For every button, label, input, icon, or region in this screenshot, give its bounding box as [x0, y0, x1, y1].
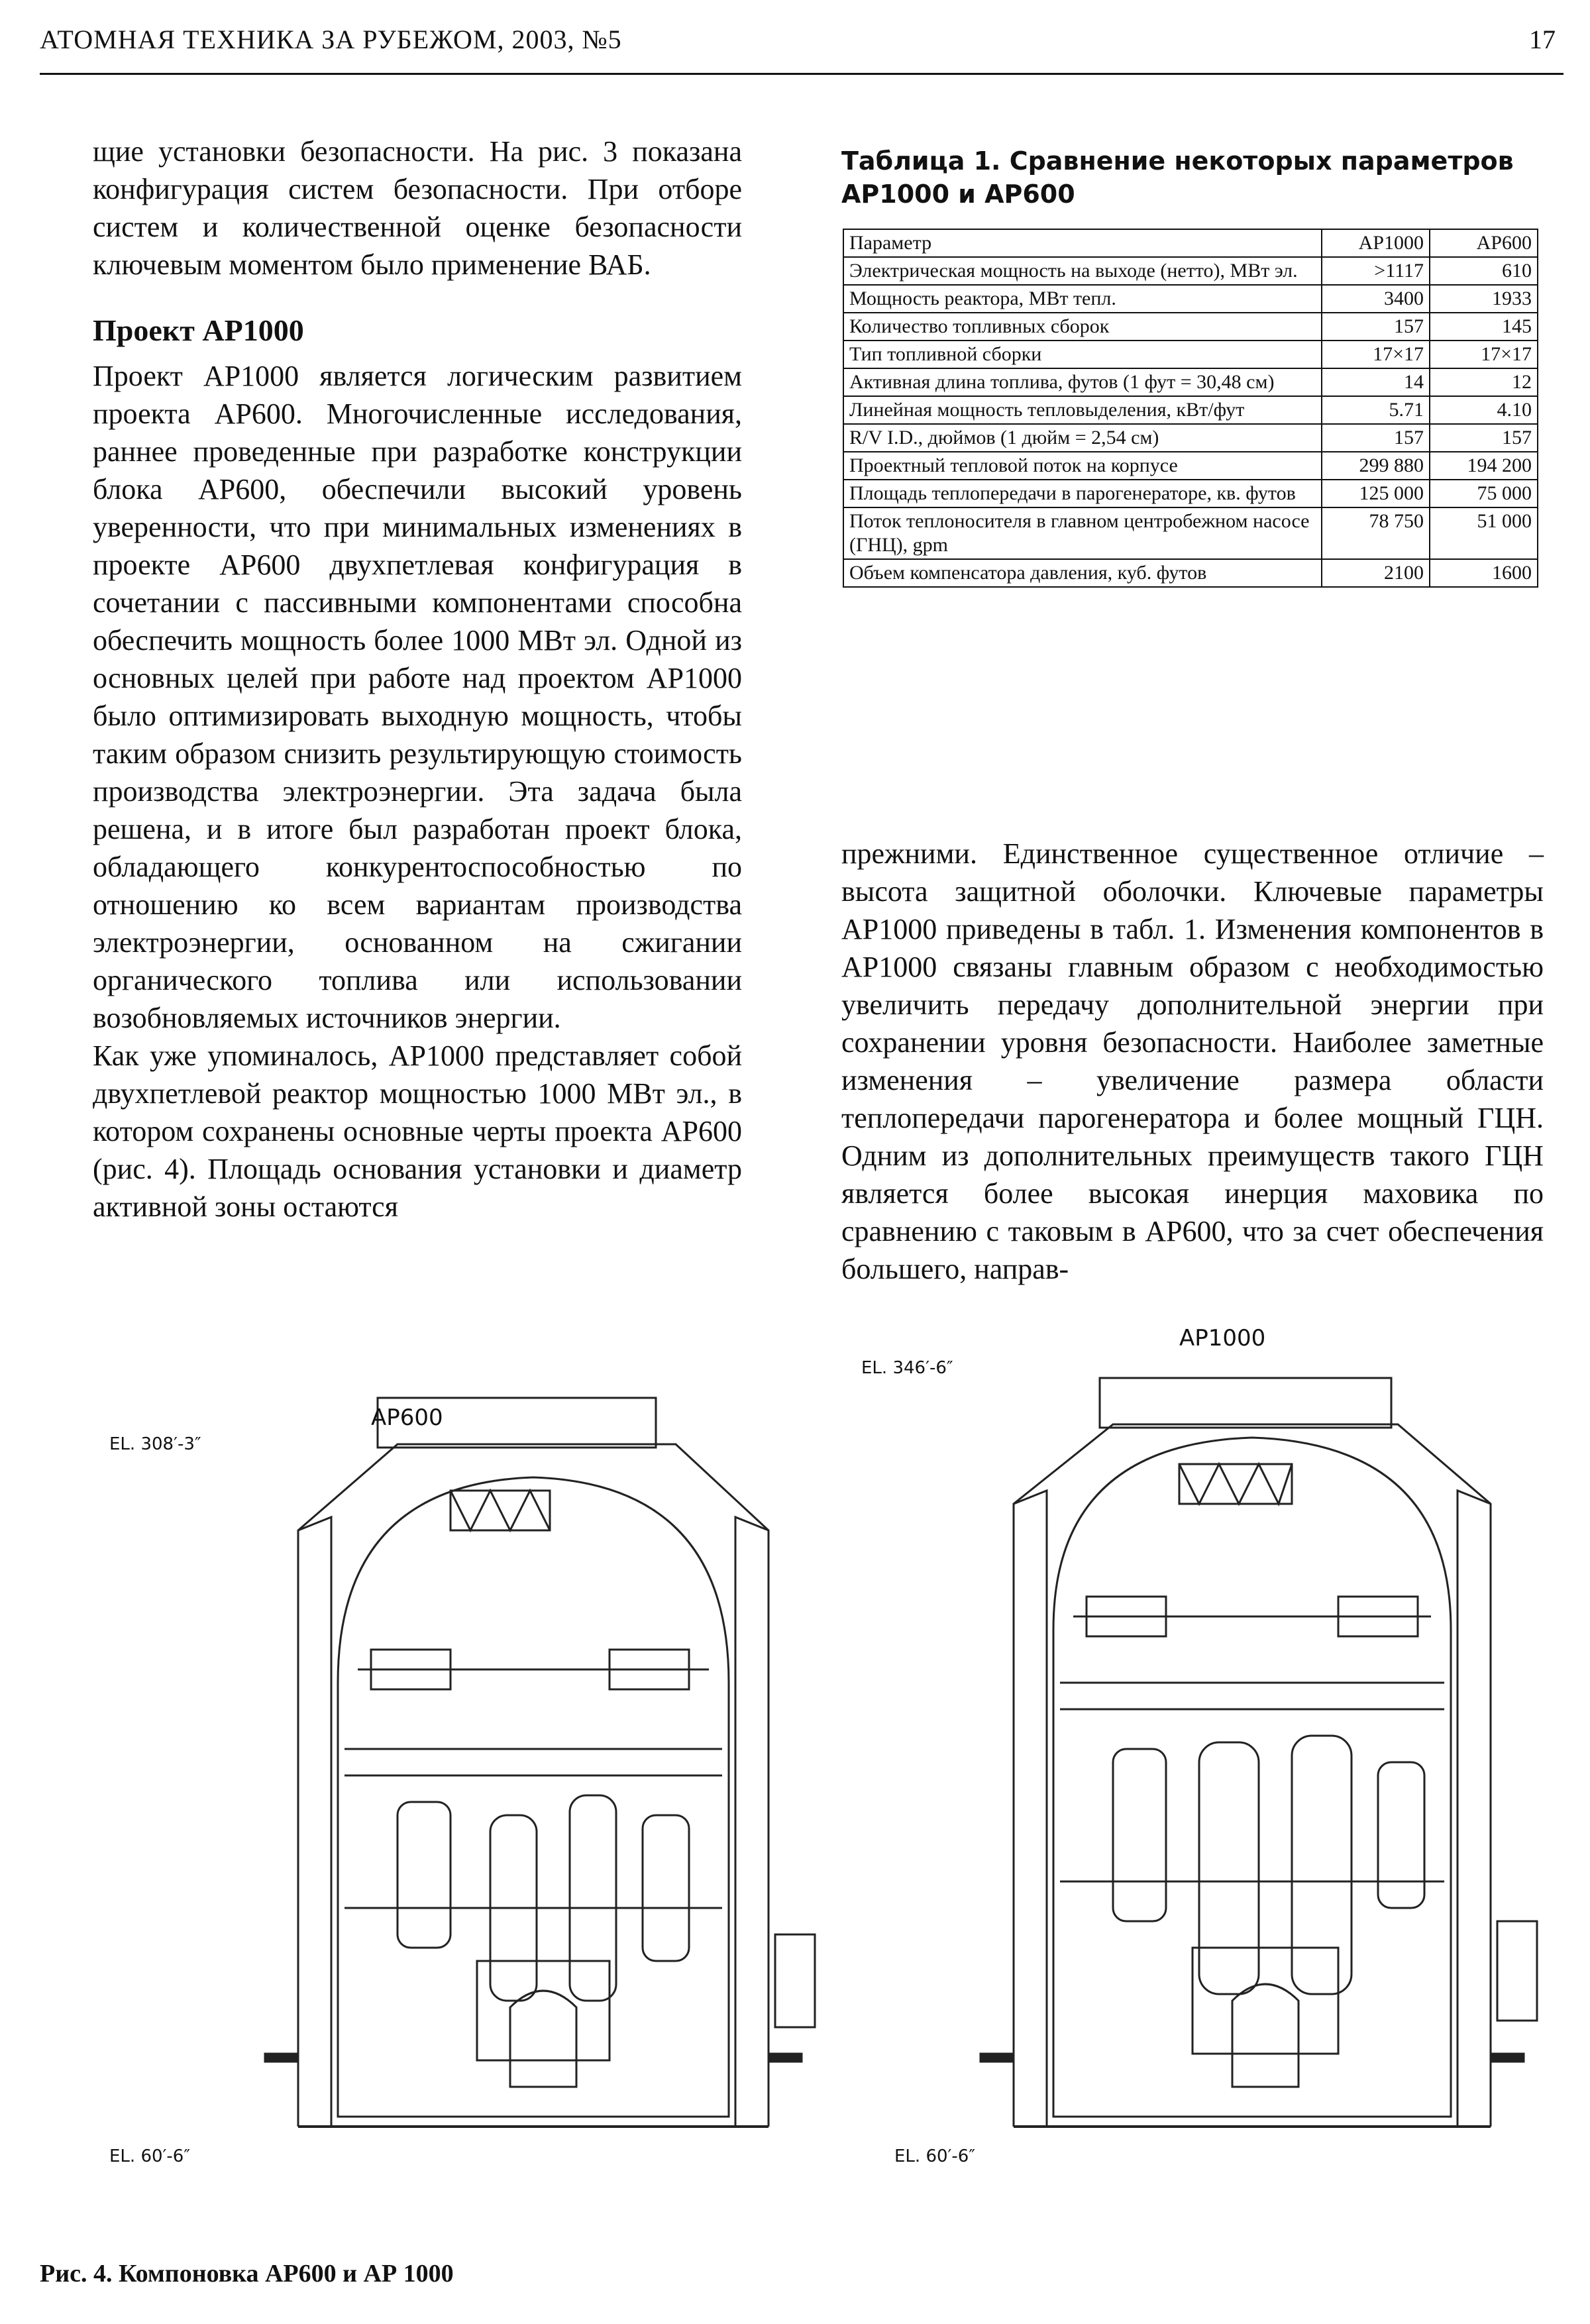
- ap600-crane-truss: [358, 1491, 709, 1689]
- row-ap600: 51 000: [1430, 507, 1538, 559]
- table-row: [843, 341, 1538, 368]
- table-row: [843, 452, 1538, 480]
- row-ap1000: 14: [1322, 368, 1430, 396]
- right-paragraph: прежними. Единственное существенное отличие – высота защитной оболочки. Ключевые параметры АР1000 приведены в табл. 1. Изменения компонентов в АР1000 связаны главным образом с необходимостью увеличить передачу дополнительной энергии при сохранении уровня безопасности. Наиболее заметные изменения – увеличение размера области теплопередачи парогенератора и более мощный ГЦН. Одним из дополнительных преимуществ такого ГЦН является более высокая инерция маховика по сравнению с таковым в АР600, что за счет обеспечения большего, направ-: [841, 837, 1544, 1285]
- ap600-title: АР600: [371, 1404, 443, 1431]
- row-parameter: Площадь теплопередачи в парогенераторе, кв. футов: [843, 480, 1322, 507]
- parameters-table: [843, 229, 1538, 588]
- row-parameter: Мощность реактора, МВт тепл.: [843, 285, 1322, 313]
- row-parameter: Активная длина топлива, футов (1 фут = 30,48 см): [843, 368, 1322, 396]
- row-parameter: Линейная мощность тепловыделения, кВт/фут: [843, 396, 1322, 424]
- body-paragraph-2: Как уже упоминалось, АР1000 представляет собой двухпетлевой реактор мощностью 1000 МВт эл., в котором сохранены основные черты проекта АР600 (рис. 4). Площадь основания установки и диаметр активной зоны остаются: [93, 1039, 742, 1223]
- figure-caption: Рис. 4. Компоновка АР600 и АР 1000: [40, 2260, 454, 2288]
- table-row: [843, 559, 1538, 587]
- row-ap600: 610: [1430, 257, 1538, 285]
- ap1000-bottom-elevation: EL. 60′-6″: [894, 2146, 976, 2166]
- ap600-reactor-equipment: [398, 1795, 815, 2087]
- row-parameter: Количество топливных сборок: [843, 313, 1322, 341]
- table-row: [843, 424, 1538, 452]
- figure-4: [80, 1312, 1564, 2233]
- header-rule: [40, 73, 1564, 75]
- row-ap1000: 157: [1322, 313, 1430, 341]
- row-parameter: Проектный тепловой поток на корпусе: [843, 452, 1322, 480]
- row-ap600: 12: [1430, 368, 1538, 396]
- journal-title: АТОМНАЯ ТЕХНИКА ЗА РУБЕЖОМ, 2003, №5: [40, 25, 622, 54]
- row-ap1000: >1117: [1322, 257, 1430, 285]
- row-ap1000: 5.71: [1322, 396, 1430, 424]
- row-ap600: 157: [1430, 424, 1538, 452]
- table-header-row: [843, 229, 1538, 257]
- ap1000-crane-truss: [1073, 1464, 1431, 1636]
- running-header: [40, 21, 1564, 68]
- row-ap600: 194 200: [1430, 452, 1538, 480]
- row-ap1000: 125 000: [1322, 480, 1430, 507]
- ap1000-building-outline: [980, 1378, 1524, 2127]
- page-number: 17: [1529, 25, 1556, 54]
- row-ap600: 17×17: [1430, 341, 1538, 368]
- ap600-top-elevation: EL. 308′-3″: [109, 1434, 201, 1454]
- table-row: [843, 396, 1538, 424]
- row-ap600: 4.10: [1430, 396, 1538, 424]
- right-column: [841, 835, 1544, 1288]
- table-caption: Таблица 1. Сравнение некоторых параметров АР1000 и АР600: [841, 146, 1514, 209]
- table-row: [843, 507, 1538, 559]
- table-row: [843, 313, 1538, 341]
- row-ap1000: 299 880: [1322, 452, 1430, 480]
- section-title: Проект АР1000: [93, 313, 304, 347]
- table-row: [843, 285, 1538, 313]
- table-row: [843, 257, 1538, 285]
- intro-paragraph: щие установки безопасности. На рис. 3 показана конфигурация систем безопасности. При отборе систем и количественной оценке безопасности ключевым моментом было применение ВАБ.: [93, 135, 742, 281]
- left-column: [93, 132, 742, 1226]
- row-parameter: Электрическая мощность на выходе (нетто), МВт эл.: [843, 257, 1322, 285]
- header-parameter: Параметр: [843, 229, 1322, 257]
- row-parameter: Объем компенсатора давления, куб. футов: [843, 559, 1322, 587]
- header-ap600: АР600: [1430, 229, 1538, 257]
- row-parameter: Тип топливной сборки: [843, 341, 1322, 368]
- row-ap1000: 78 750: [1322, 507, 1430, 559]
- header-ap1000: АР1000: [1322, 229, 1430, 257]
- reactor-layout-drawing: [80, 1312, 1564, 2233]
- ap1000-top-elevation: EL. 346′-6″: [861, 1358, 953, 1378]
- row-ap600: 75 000: [1430, 480, 1538, 507]
- row-ap1000: 2100: [1322, 559, 1430, 587]
- table-row: [843, 368, 1538, 396]
- table-row: [843, 480, 1538, 507]
- row-ap1000: 3400: [1322, 285, 1430, 313]
- row-ap1000: 17×17: [1322, 341, 1430, 368]
- row-parameter: R/V I.D., дюймов (1 дюйм = 2,54 см): [843, 424, 1322, 452]
- ap1000-title: АР1000: [1179, 1325, 1266, 1351]
- row-ap600: 145: [1430, 313, 1538, 341]
- ap600-bottom-elevation: EL. 60′-6″: [109, 2146, 191, 2166]
- row-ap600: 1933: [1430, 285, 1538, 313]
- ap1000-reactor-equipment: [1113, 1736, 1537, 2087]
- row-parameter: Поток теплоносителя в главном центробежном насосе (ГНЦ), gpm: [843, 507, 1322, 559]
- ap600-building-outline: [265, 1398, 802, 2127]
- row-ap1000: 157: [1322, 424, 1430, 452]
- body-paragraph-1: Проект АР1000 является логическим развитием проекта АР600. Многочисленные исследования, раннее проведенные при разработке конструкции блока АР600, обеспечили высокий уровень уверенности, что при минимальных изменениях в проекте АР600 двухпетлевая конфигурация в сочетании с пассивными компонентами способна обеспечить мощность более 1000 МВт эл. Одной из основных целей при работе над проектом АР1000 было оптимизировать выходную мощность, чтобы таким образом снизить результирующую стоимость производства электроэнергии. Эта задача была решена, и в итоге был разработан проект блока, обладающего конкурентоспособностью по отношению ко всем вариантам производства электроэнергии, основанном на сжигании органического топлива или использовании возобновляемых источников энергии.: [93, 360, 742, 1034]
- row-ap600: 1600: [1430, 559, 1538, 587]
